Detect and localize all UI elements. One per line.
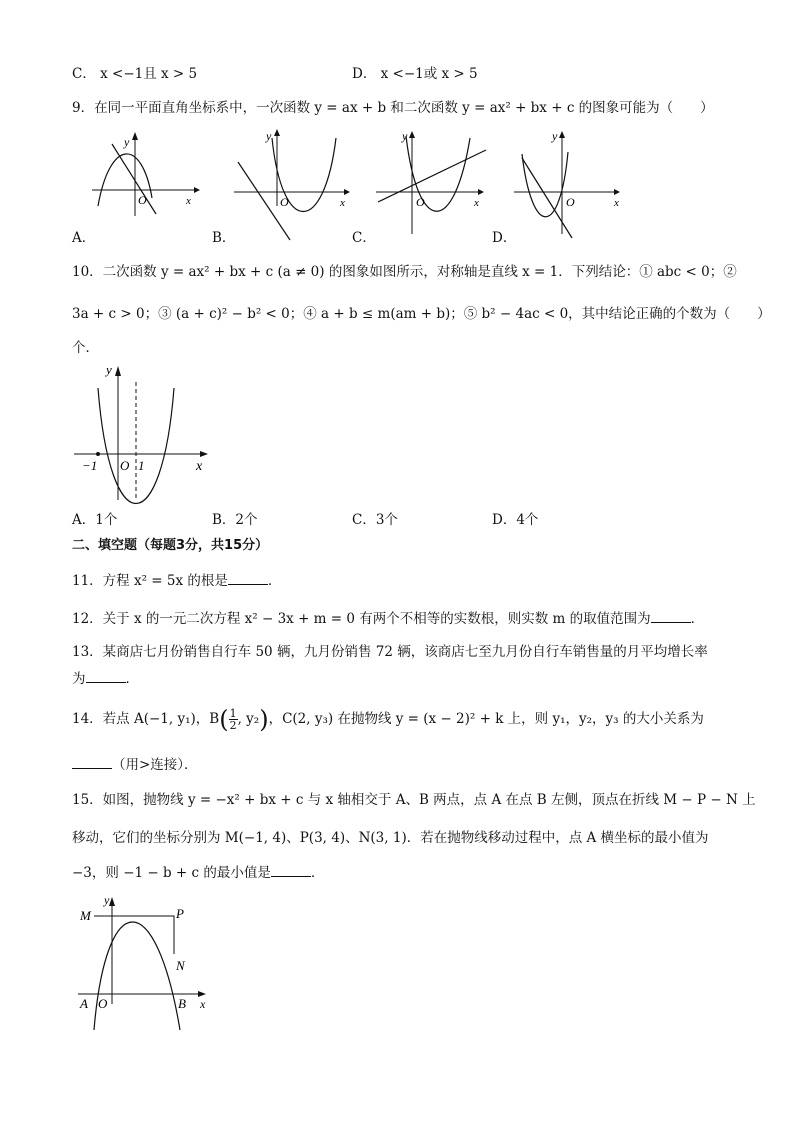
q14-line-2 xyxy=(72,754,198,775)
q9-label-c: C． xyxy=(352,230,376,246)
q15-graph xyxy=(76,892,216,1036)
q15-a-label: A xyxy=(80,996,88,1011)
q10-option-b: B．2个 xyxy=(212,512,258,528)
q13-end: ． xyxy=(125,671,139,687)
q10-option-d: D．4个 xyxy=(492,512,539,528)
graph-a-origin-label: O xyxy=(138,193,147,207)
q8-option-d: D． x <−1或 x > 5 xyxy=(352,66,478,82)
q15-y-label: y xyxy=(104,893,110,907)
graph-b-origin-label: O xyxy=(280,195,289,209)
q9-stem: 9．在同一平面直角坐标系中，一次函数 y = ax + b 和二次函数 y = ax² + bx + c 的图象可能为（ ） xyxy=(72,100,714,116)
q14-mid: , y₂ xyxy=(237,711,260,727)
q10-x-label: x xyxy=(196,459,203,474)
q9-label-b: B． xyxy=(212,230,236,246)
q12-end: ． xyxy=(690,611,705,627)
q14-answer-blank[interactable] xyxy=(72,754,112,769)
q11 xyxy=(72,570,281,591)
graph-b-y-label: y xyxy=(266,129,272,143)
q15-m-label: M xyxy=(80,908,91,923)
q12-text: 12．关于 x 的一元二次方程 x² − 3x + m = 0 有两个不相等的实数根，则实数 m 的取值范围为 xyxy=(72,611,651,627)
q14-line-1: 14．若点 A(−1, y₁)，B( $\frac{1}{2}$ , y₂)，C(2, y₃) 在抛物线 y = (x − 2)² + k 上，则 y₁，y₂，y₃ 的大小关系为 xyxy=(72,705,704,734)
q15-p-label: P xyxy=(176,906,184,921)
q10-option-a: A．1个 xyxy=(72,512,118,528)
q14-line-2-text: （用>连接）． xyxy=(112,757,198,773)
q14-fraction: $\frac{1}{2}$ xyxy=(229,707,237,732)
q10-line-3: 个． xyxy=(72,340,99,356)
q10-line-2: 3a + c > 0；③ (a + c)² − b² < 0；④ a + b ≤ m(am + b)；⑤ b² − 4ac < 0，其中结论正确的个数为（ ） xyxy=(72,306,771,322)
q11-answer-blank[interactable] xyxy=(228,570,268,585)
q13-line-1: 13．某商店七月份销售自行车 50 辆，九月份销售 72 辆，该商店七至九月份自行车销售量的月平均增长率 xyxy=(72,644,708,660)
q15-n-label: N xyxy=(176,958,185,973)
q15-line-3-text: −3，则 −1 − b + c 的最小值是 xyxy=(72,865,271,881)
q10-graph xyxy=(72,360,222,510)
q13-answer-blank[interactable] xyxy=(86,668,126,683)
q15-line-2: 移动，它们的坐标分别为 M(−1, 4)、P(3, 4)、N(3, 1)．若在抛物线移动过程中，点 A 横坐标的最小值为 xyxy=(72,830,709,846)
graph-a-x-label: x xyxy=(186,195,191,207)
q10-one-label: 1 xyxy=(138,458,145,473)
graph-c-x-label: x xyxy=(474,197,479,209)
q15-line-1: 15．如图，抛物线 y = −x² + bx + c 与 x 轴相交于 A、B 两点，点 A 在点 B 左侧，顶点在折线 M − P − N 上 xyxy=(72,792,756,808)
q14-pre: 14．若点 A(−1, y₁)，B xyxy=(72,711,220,727)
graph-d-origin-label: O xyxy=(566,195,575,209)
q8-option-c: C． x <−1且 x > 5 xyxy=(72,66,198,82)
q12-answer-blank[interactable] xyxy=(651,608,691,623)
graph-d-y-label: y xyxy=(552,129,558,143)
graph-c-origin-label: O xyxy=(416,195,425,209)
q10-option-c: C．3个 xyxy=(352,512,398,528)
q10-line-1: 10．二次函数 y = ax² + bx + c (a ≠ 0) 的图象如图所示，对称轴是直线 x = 1．下列结论：① abc < 0；② xyxy=(72,264,737,280)
q9-graph-b xyxy=(232,126,352,246)
q9-label-a: A． xyxy=(72,230,96,246)
graph-d-x-label: x xyxy=(614,197,619,209)
graph-a-y-label: y xyxy=(124,135,130,149)
q11-end: ． xyxy=(267,573,282,589)
q15-x-label: x xyxy=(200,997,206,1011)
q9-label-d: D． xyxy=(492,230,517,246)
q15-origin-label: O xyxy=(98,996,108,1011)
q10-origin-label: O xyxy=(120,458,130,473)
q14-post: ，C(2, y₃) 在抛物线 y = (x − 2)² + k 上，则 y₁，y₂，y₃ 的大小关系为 xyxy=(268,711,704,727)
q9-graph-a xyxy=(90,128,200,222)
q13-line-2 xyxy=(72,668,139,689)
q9-graph-c xyxy=(374,128,490,242)
q10-y-label: y xyxy=(106,362,112,377)
q15-end: ． xyxy=(310,865,325,881)
section-2-title: 二、填空题（每题3分，共15分） xyxy=(72,538,269,553)
q12 xyxy=(72,608,704,629)
q13-prefix: 为 xyxy=(72,671,86,687)
graph-c-y-label: y xyxy=(402,129,408,143)
q10-neg1-label: −1 xyxy=(82,458,98,473)
q15-answer-blank[interactable] xyxy=(271,862,311,877)
q9-graph-d xyxy=(512,128,628,244)
q15-b-label: B xyxy=(178,996,186,1011)
q15-line-3 xyxy=(72,862,324,883)
q11-text: 11．方程 x² = 5x 的根是 xyxy=(72,573,228,589)
graph-b-x-label: x xyxy=(340,197,345,209)
